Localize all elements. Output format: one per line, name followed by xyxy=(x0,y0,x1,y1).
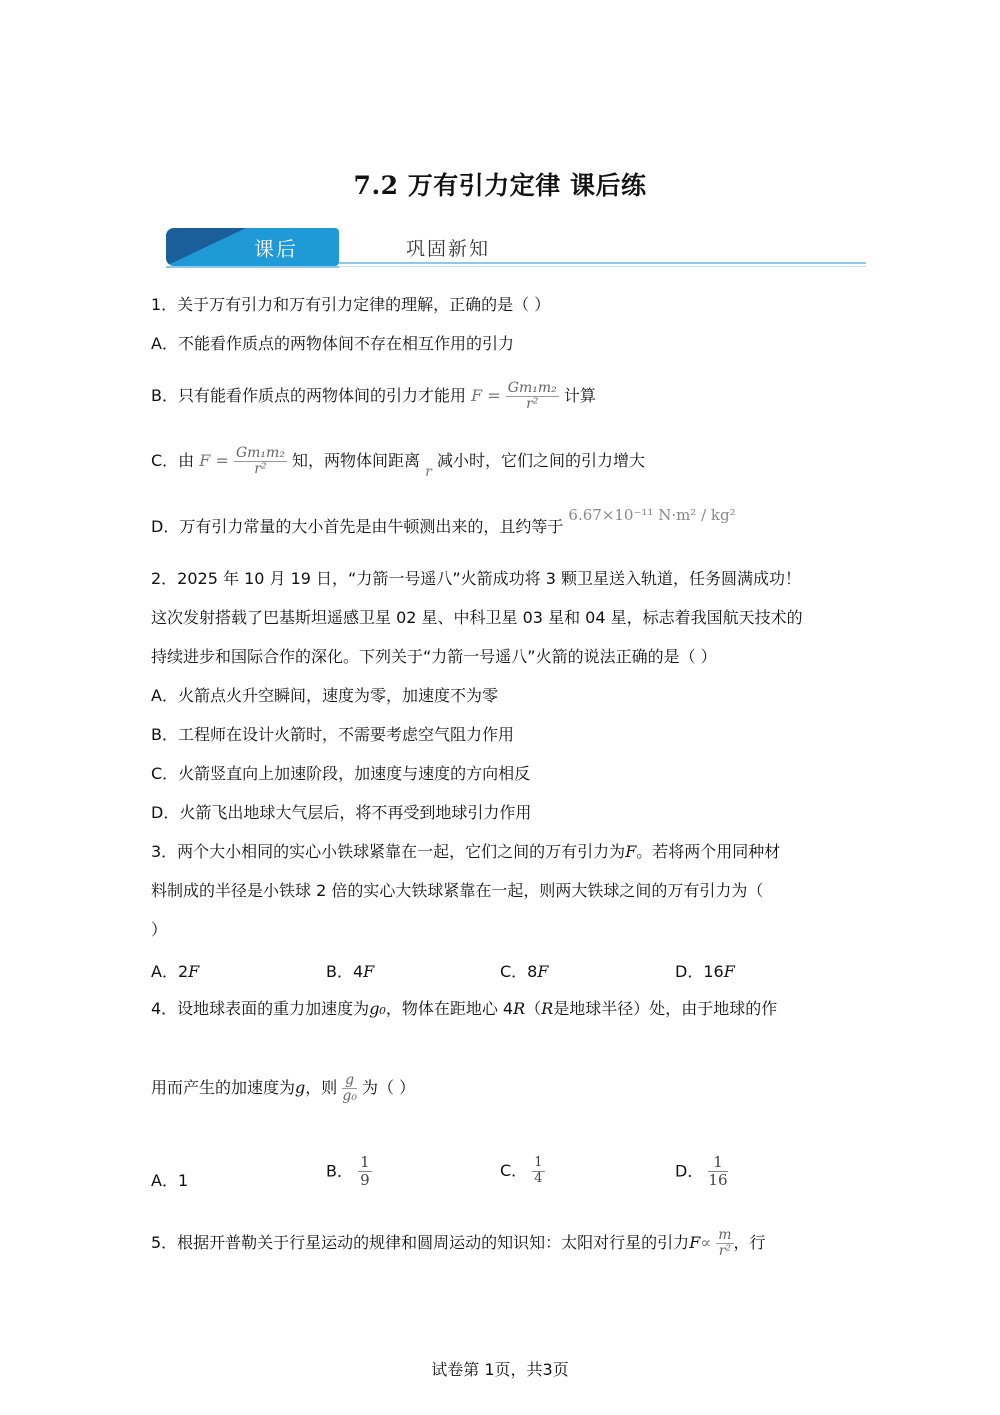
banner-tab-label: 课后 xyxy=(254,237,298,261)
q4-stem-text-2-tail: 为（ ） xyxy=(362,1078,416,1097)
q1-c-formula-numerator: Gm₁m₂ xyxy=(235,444,285,461)
q3-option-d xyxy=(675,959,735,982)
q1-b-formula-fraction xyxy=(506,381,559,413)
q4-option-d-label: D． xyxy=(675,1161,704,1181)
q5-fraction-den: r² xyxy=(718,1243,732,1259)
q1-b-formula-numerator: Gm₁m₂ xyxy=(507,379,557,396)
q4-option-d-num: 1 xyxy=(708,1154,727,1172)
banner-triangle-decoration xyxy=(166,228,246,266)
q4-stem-text-2-mid: ，则 xyxy=(305,1078,338,1097)
q5-fraction xyxy=(716,1228,733,1260)
q2-option-a: A．火箭点火升空瞬间，速度为零，加速度不为零 xyxy=(151,686,498,705)
q5-stem-tail: ，行 xyxy=(733,1233,766,1252)
q4-ratio-denominator: g₀ xyxy=(342,1088,357,1104)
q3-option-a xyxy=(151,959,199,982)
section-banner xyxy=(166,228,866,270)
q4-option-c-num: 1 xyxy=(534,1155,543,1170)
q4-ratio-fraction xyxy=(342,1073,357,1105)
q4-var-r: R xyxy=(513,999,526,1018)
q4-stem-text-mid: ，物体在距地心 4 xyxy=(385,999,514,1018)
q1-option-b-tail: 计算 xyxy=(563,386,596,405)
q4-var-g: g xyxy=(295,1078,306,1097)
q3-option-b xyxy=(326,959,374,982)
q1-option-a: A．不能看作质点的两物体间不存在相互作用的引力 xyxy=(151,334,514,353)
q4-option-b-den: 9 xyxy=(360,1171,370,1190)
q1-c-formula-denominator: r² xyxy=(254,461,267,477)
q4-stem-text: 4．设地球表面的重力加速度为 xyxy=(151,999,370,1018)
q4-option-d-fraction xyxy=(708,1154,727,1190)
q1-b-formula-denominator: r² xyxy=(526,396,539,412)
q4-stem-text-tail: 是地球半径）处，由于地球的作 xyxy=(553,999,778,1018)
q5-fraction-num: m xyxy=(718,1226,732,1243)
q4-stem-line-1 xyxy=(151,999,777,1019)
q4-option-b-fraction xyxy=(358,1154,372,1190)
q4-var-g0: g₀ xyxy=(369,999,386,1018)
q4-option-c-fraction xyxy=(532,1156,544,1187)
q4-option-c-den: 4 xyxy=(534,1170,543,1186)
q4-option-b-label: B． xyxy=(326,1161,353,1181)
q1-gravitational-constant: 6.67×10⁻¹¹ N·m² / kg² xyxy=(568,506,736,524)
q2-option-c: C．火箭竖直向上加速阶段，加速度与速度的方向相反 xyxy=(151,764,531,783)
q4-option-b-num: 1 xyxy=(360,1153,370,1171)
banner-rule-thin xyxy=(339,266,866,267)
banner-tab xyxy=(166,228,339,266)
banner-rule xyxy=(339,262,866,264)
q3-stem-line-3: ） xyxy=(151,920,168,939)
q1-c-formula-lhs: F = xyxy=(199,451,229,470)
q1-c-formula-fraction xyxy=(234,446,287,478)
q2-option-d: D．火箭飞出地球大气层后，将不再受到地球引力作用 xyxy=(151,803,532,822)
page-title: 7.2 万有引力定律 课后练 xyxy=(353,171,647,200)
q1-stem: 1．关于万有引力和万有引力定律的理解，正确的是（ ） xyxy=(151,295,551,314)
q1-option-b-text: B．只有能看作质点的两物体间的引力才能用 xyxy=(151,386,466,405)
q2-option-b: B．工程师在设计火箭时，不需要考虑空气阻力作用 xyxy=(151,725,514,744)
q3-stem-line-1 xyxy=(151,842,780,862)
q3-option-d-var: F xyxy=(723,962,735,981)
banner-underline xyxy=(166,266,339,268)
q3-stem-text-tail: 。若将两个用同种材 xyxy=(636,842,781,861)
q4-ratio-numerator: g xyxy=(342,1073,357,1089)
q4-option-c-label: C． xyxy=(500,1160,528,1180)
q3-option-c-label: C．8 xyxy=(500,962,538,981)
q4-stem-text-2: 用而产生的加速度为 xyxy=(151,1078,296,1097)
q3-option-b-label: B．4 xyxy=(326,962,364,981)
q1-option-d xyxy=(151,506,736,537)
q4-option-c xyxy=(500,1156,545,1187)
q1-option-c xyxy=(151,437,645,486)
q2-stem-line-2: 这次发射搭载了巴基斯坦遥感卫星 02 星、中科卫星 03 星和 04 星，标志着我国航天技术的 xyxy=(151,608,803,627)
q1-option-c-mid: 知，两物体间距离 xyxy=(292,451,421,470)
q3-stem-line-2: 料制成的半径是小铁球 2 倍的实心大铁球紧靠在一起，则两大铁球之间的万有引力为（ xyxy=(151,881,764,900)
q3-option-c xyxy=(500,959,548,982)
q4-option-a-label: A．1 xyxy=(151,1171,189,1190)
q1-option-d-text: D．万有引力常量的大小首先是由牛顿测出来的，且约等于 xyxy=(151,517,564,536)
q5-var-f: F xyxy=(689,1233,701,1252)
banner-subtitle: 巩固新知 xyxy=(406,238,491,260)
q1-b-formula-lhs: F = xyxy=(471,386,501,405)
q3-option-c-var: F xyxy=(537,962,549,981)
q3-var-f: F xyxy=(625,842,637,861)
q3-option-d-label: D．16 xyxy=(675,962,724,981)
q1-option-b xyxy=(151,372,596,420)
q1-option-c-text: C．由 xyxy=(151,451,195,470)
q5-stem xyxy=(151,1218,766,1268)
q4-option-a xyxy=(151,1168,188,1191)
q3-option-b-var: F xyxy=(363,962,375,981)
q1-option-c-tail: 减小时，它们之间的引力增大 xyxy=(436,451,645,470)
q2-stem-line-1: 2．2025 年 10 月 19 日，“力箭一号遥八”火箭成功将 3 颗卫星送入轨道，任务圆满成功！ xyxy=(151,569,801,588)
q4-stem-paren: （ xyxy=(525,999,542,1018)
q4-option-d xyxy=(675,1154,728,1190)
q5-proportional-sign: ∝ xyxy=(700,1233,712,1252)
q5-stem-text: 5．根据开普勒关于行星运动的规律和圆周运动的知识知：太阳对行星的引力 xyxy=(151,1233,690,1252)
q4-stem-line-2 xyxy=(151,1060,415,1116)
q4-option-b xyxy=(326,1154,372,1190)
q3-option-a-label: A．2 xyxy=(151,962,189,981)
q3-stem-text: 3．两个大小相同的实心小铁球紧靠在一起，它们之间的万有引力为 xyxy=(151,842,626,861)
q3-option-a-var: F xyxy=(188,962,200,981)
q4-var-r-2: R xyxy=(541,999,554,1018)
q4-option-d-den: 16 xyxy=(708,1171,728,1190)
q2-stem-line-3: 持续进步和国际合作的深化。下列关于“力箭一号遥八”火箭的说法正确的是（ ） xyxy=(151,647,717,666)
page-footer: 试卷第 1页，共3页 xyxy=(431,1360,569,1379)
q1-c-var-r: r xyxy=(425,464,432,480)
